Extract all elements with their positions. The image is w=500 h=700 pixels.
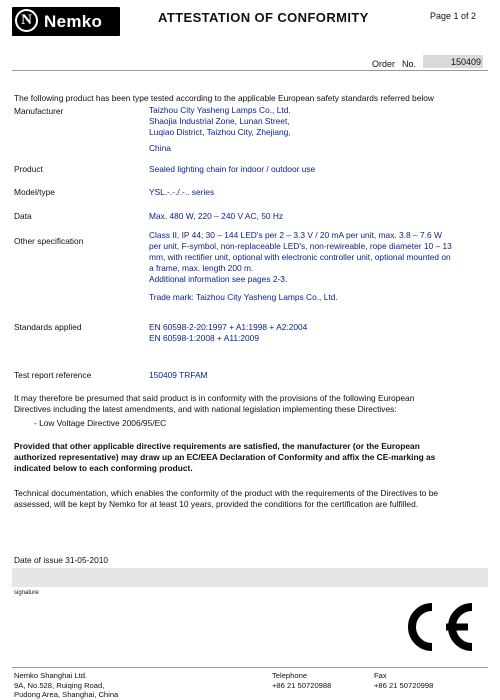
test-report-label: Test report reference — [14, 370, 92, 380]
other-spec-value — [149, 230, 452, 303]
technical-line: Technical documentation, which enables the conformity of the product with the requirements of the Directives to be — [14, 488, 439, 498]
manufacturer-line: Taizhou City Yasheng Lamps Co., Ltd. — [149, 105, 291, 115]
order-number: 150409 — [450, 57, 481, 67]
technical-line: assessed, will be kept by Nemko for at least 10 years, provided the conditions for the certification are fulfilled. — [14, 499, 419, 509]
spec-line: Additional information see pages 2-3. — [149, 274, 288, 284]
page-number: Page 1 of 2 — [430, 11, 477, 21]
model-label: Model/type — [14, 187, 55, 197]
footer-telephone — [272, 671, 331, 690]
spec-line: per unit, F-symbol, non-replaceable LED's, non-rewireable, rope diameter 10 – 13 — [149, 241, 452, 251]
logo-text: Nemko — [44, 12, 103, 31]
provided-text — [14, 441, 435, 474]
directive-item: - Low Voltage Directive 2006/95/EC — [34, 418, 167, 428]
address-line: Pudong Area, Shanghai, China — [14, 690, 119, 699]
spec-line: mm, with rectifier unit, optional with electronic controller unit, optional mounted on — [149, 252, 451, 262]
issue-date: Date of issue 31-05-2010 — [14, 555, 109, 565]
nemko-logo — [12, 7, 120, 36]
order-number-box — [423, 55, 483, 68]
test-report-value: 150409 TRFAM — [149, 370, 208, 380]
provided-line: authorized representative) may draw up an EC/EEA Declaration of Conformity and affix the CE-marking as — [14, 452, 436, 462]
address-line: 9A, No.528, Ruiqing Road, — [14, 680, 105, 690]
standard-line: EN 60598-2-20:1997 + A1:1998 + A2:2004 — [149, 322, 308, 332]
manufacturer-value — [149, 105, 291, 154]
header-divider — [12, 70, 488, 71]
address-line: Nemko Shanghai Ltd. — [14, 671, 88, 680]
document-title: ATTESTATION OF CONFORMITY — [158, 10, 369, 25]
order-no-label: No. — [402, 59, 417, 69]
ce-mark-icon — [396, 598, 478, 656]
data-label: Data — [14, 211, 32, 221]
manufacturer-label: Manufacturer — [14, 106, 64, 116]
standards-label: Standards applied — [14, 322, 82, 332]
spec-line: a frame, max. length 200 m. — [149, 263, 254, 273]
technical-text — [14, 488, 438, 510]
standards-value — [149, 322, 307, 344]
provided-line: Provided that other applicable directive requirements are satisfied, the manufacturer (or the European — [14, 441, 420, 451]
telephone-number: +86 21 50720988 — [272, 680, 332, 690]
signature-label: signature — [14, 590, 39, 596]
logo-symbol: N — [21, 12, 32, 28]
presumption-line: Directives including the latest amendments, and with national legislation implementing these Directives: — [14, 404, 397, 414]
product-label: Product — [14, 164, 43, 174]
spec-line: Class II, IP 44; 30 – 144 LED's per 2 – 3.3 V / 20 mA per unit, max. 3.8 – 7.6 W — [149, 230, 442, 240]
product-value: Sealed lighting chain for indoor / outdoor use — [149, 164, 316, 174]
presumption-text — [14, 393, 414, 415]
footer-address — [14, 671, 118, 700]
order-label: Order — [372, 59, 396, 69]
manufacturer-line: Shaojia Industrial Zone, Lunan Street, — [149, 116, 290, 126]
fax-label: Fax — [374, 671, 387, 680]
footer-divider — [12, 667, 488, 668]
standard-line: EN 60598-1:2008 + A11:2009 — [149, 333, 259, 343]
presumption-line: It may therefore be presumed that said product is in conformity with the provisions of the following European — [14, 393, 415, 403]
logo-emblem — [15, 9, 38, 32]
telephone-label: Telephone — [272, 671, 308, 680]
footer-fax — [374, 671, 433, 690]
provided-line: indicated below to each conforming product. — [14, 463, 193, 473]
manufacturer-line: China — [149, 143, 171, 153]
model-value: YSL.-.-./.-.. series — [149, 187, 215, 197]
trademark-line: Trade mark: Taizhou City Yasheng Lamps Co., Ltd. — [149, 292, 338, 302]
fax-number: +86 21 50720998 — [374, 680, 434, 690]
signature-field — [12, 568, 488, 587]
other-spec-label: Other specification — [14, 236, 84, 246]
data-value: Max. 480 W, 220 – 240 V AC, 50 Hz — [149, 211, 284, 221]
manufacturer-line: Luqiao District, Taizhou City, Zhejiang, — [149, 127, 291, 137]
intro-text: The following product has been type tested according to the applicable European safety standards referred below — [14, 93, 434, 103]
